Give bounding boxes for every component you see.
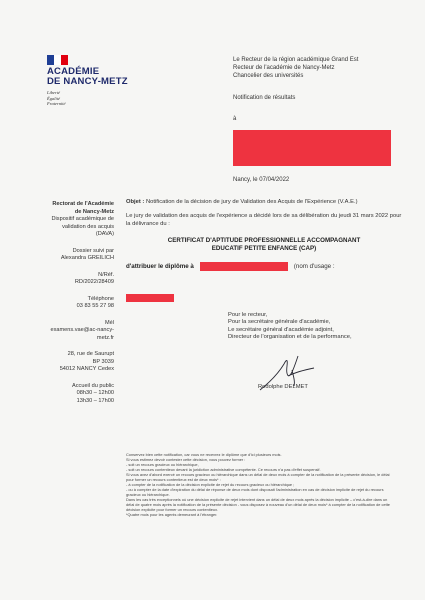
sign-line: Directeur de l'organisation et de la performance, xyxy=(228,333,352,340)
diploma-title xyxy=(126,237,402,253)
notice-line: Si vous avez d'abord exercé un recours gracieux ou hiérarchique dans un délai de deux mois à compter de la notification de la présente décision, le délai pour former un recours contentieux est de deux mois* : xyxy=(126,472,390,482)
notification-label: Notification de résultats xyxy=(233,95,296,101)
address-line: 28, rue de Saurupt xyxy=(67,351,114,357)
recipient-a: à xyxy=(233,116,237,122)
diploma-title-line: CERTIFICAT D'APTITUDE PROFESSIONNELLE ACCOMPAGNANT xyxy=(167,236,361,244)
address-line: 54012 NANCY Cedex xyxy=(59,366,114,372)
logo-line-2: DE NANCY-METZ xyxy=(47,76,128,87)
tel-value: 03 83 55 27 98 xyxy=(76,303,114,309)
jury-paragraph: Le jury de validation des acquis de l'expérience a décidé lors de sa délibération du jeudi 31 mars 2022 pour la délivrance du : xyxy=(126,213,402,227)
objet-text: Notification de la décision de jury de Validation des Acquis de l'Expérience (V.A.E.) xyxy=(145,199,358,205)
notice-line: Si vous estimez devoir contester cette décision, vous pouvez former : xyxy=(126,457,246,462)
nom-usage-label: (nom d'usage : xyxy=(293,262,335,270)
mel-line: metz.fr xyxy=(96,334,114,341)
header-line: Chancelier des universités xyxy=(233,73,304,79)
notice-line: *Quatre mois pour les agents demeurant à l'étranger. xyxy=(126,512,218,517)
motto-egalite: Égalité xyxy=(47,95,60,101)
suivi-name: Alexandra GREILICH xyxy=(60,255,114,261)
attribution-line xyxy=(126,262,402,271)
notice-line: - ou à compter de la date d'expiration du délai de réponse de deux mois dont disposait l'administration en cas de décision implicite de rejet du recours gracieux ou hiérarchique. xyxy=(126,487,384,497)
letter-date: Nancy, le 07/04/2022 xyxy=(233,177,290,183)
office-line: de Nancy-Metz xyxy=(74,208,114,215)
redacted-usage-name xyxy=(126,294,174,302)
notice-line: - soit un recours contentieux devant la juridiction administrative compétente. Ce recours n'a pas d'effet suspensif. xyxy=(126,467,321,472)
office-line: Rectorat de l'Académie xyxy=(52,201,114,207)
notice-line: - soit un recours gracieux ou hiérarchique, xyxy=(126,462,199,467)
sign-line: Le secrétaire général d'académie adjoint, xyxy=(228,326,334,333)
tel-label: Téléphone xyxy=(87,295,114,302)
signature-block xyxy=(228,312,352,341)
notice-line: Dans les cas très exceptionnels où une décision explicite de rejet intervient dans un délai de deux mois après la décision implicite – c'est-à-dire dans un délai de quatre mois après la notification de la présente décision - vous disposez à nouveau d'un délai de deux mois* à compter de la notification de cette décision explicite pour former un recours contentieux. xyxy=(126,497,390,512)
sign-line: Pour le recteur, xyxy=(228,312,268,318)
signer-name: Rodolphe DELMET xyxy=(258,384,308,390)
letter-body xyxy=(126,199,402,271)
sign-line: Pour la secrétaire générale d'académie, xyxy=(228,319,331,326)
redacted-recipient-address xyxy=(233,130,391,166)
service-line: validation des acquis xyxy=(62,223,114,230)
motto-fraternite: Fraternité xyxy=(47,101,66,106)
address-line: BP 3039 xyxy=(92,358,114,365)
hours-line: 08h30 – 12h00 xyxy=(76,390,114,396)
motto-liberte: Liberté xyxy=(47,90,60,95)
notice-line: Conservez bien cette notification, car vous ne recevrez le diplôme que d'ici plusieurs mois. xyxy=(126,452,282,457)
ref-label: N/Réf. xyxy=(98,271,114,278)
accueil-label: Accueil du public xyxy=(72,382,114,389)
diploma-title-line: EDUCATIF PETITE ENFANCE (CAP) xyxy=(211,244,317,252)
mel-line: examens.vae@ac-nancy- xyxy=(50,327,114,333)
objet-label: Objet : xyxy=(126,199,145,205)
header-line: Le Recteur de la région académique Grand Est xyxy=(233,57,359,63)
redacted-name xyxy=(200,262,288,271)
objet-paragraph xyxy=(126,199,402,206)
appeal-notice xyxy=(126,452,394,517)
suivi-label: Dossier suivi par xyxy=(72,247,114,254)
notice-line: - à compter de la notification de la décision explicite de rejet du recours gracieux ou hiérarchique ; xyxy=(126,482,295,487)
mel-label: Mél xyxy=(104,319,114,326)
contact-column xyxy=(20,201,114,405)
republic-motto xyxy=(47,90,66,107)
academy-logo-text xyxy=(47,67,128,87)
logo-line-1: ACADÉMIE xyxy=(47,66,100,77)
ref-value: RD/2022/28409 xyxy=(74,279,114,285)
service-line: Dispositif académique de xyxy=(51,216,114,222)
attribuer-label: d'attribuer le diplôme à xyxy=(126,262,194,270)
hours-line: 13h30 – 17h00 xyxy=(76,397,114,404)
service-line: (DAVA) xyxy=(95,231,114,237)
header-line: Recteur de l'académie de Nancy-Metz xyxy=(233,65,335,71)
french-flag-logo xyxy=(47,55,68,65)
sender-header xyxy=(233,56,403,80)
